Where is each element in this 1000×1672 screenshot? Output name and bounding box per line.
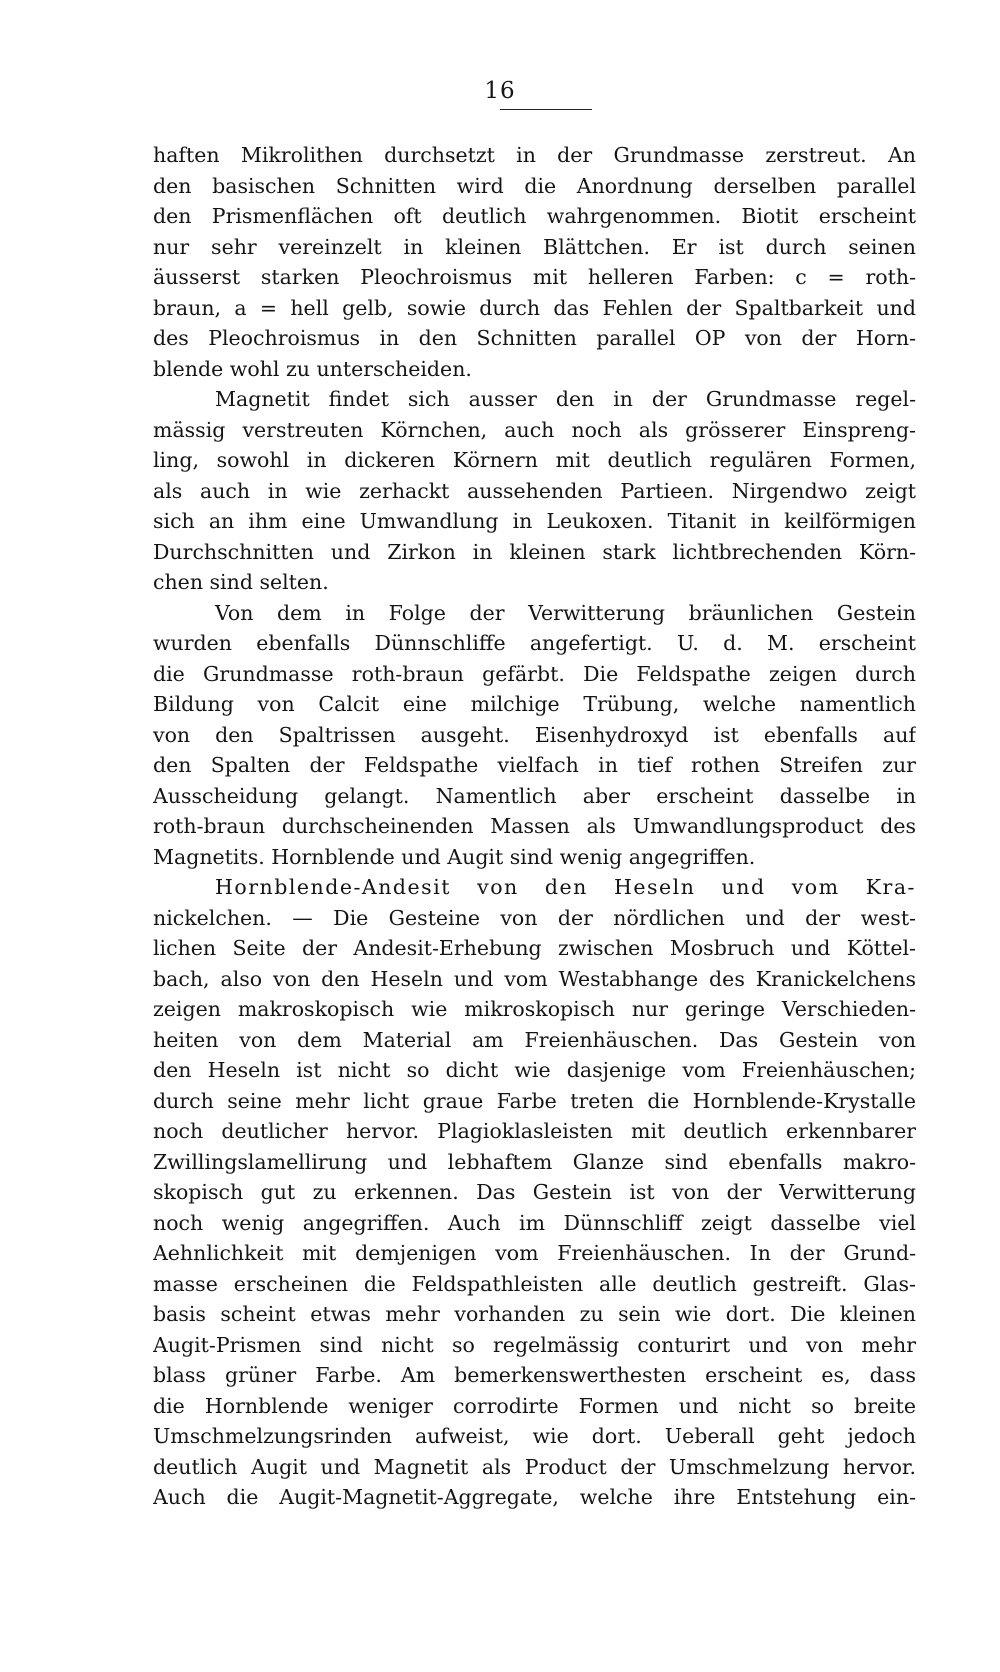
text-line: von den Spaltrissen ausgeht. Eisenhydroxyd ist ebenfalls auf (153, 722, 916, 747)
text-line: Auch die Augit-Magnetit-Aggregate, welche ihre Entstehung ein- (153, 1485, 916, 1509)
text-line: den Prismenflächen oft deutlich wahrgenommen. Biotit erscheint (153, 204, 916, 228)
text-line: Aehnlichkeit mit demjenigen vom Freienhäuschen. In der Grund- (153, 1241, 916, 1265)
text-line: blende wohl zu unterscheiden. (153, 356, 472, 381)
text-line: Augit-Prismen sind nicht so regelmässig conturirt und von mehr (153, 1332, 916, 1357)
text-line: die Grundmasse roth-braun gefärbt. Die Feldspathe zeigen durch (153, 661, 916, 686)
text-line: nur sehr vereinzelt in kleinen Blättchen. Er ist durch seinen (153, 234, 916, 259)
text-line: skopisch gut zu erkennen. Das Gestein ist von der Verwitterung (153, 1180, 916, 1204)
text-line: Ausscheidung gelangt. Namentlich aber erscheint dasselbe in (153, 783, 916, 808)
text-line: wurden ebenfalls Dünnschliffe angefertigt. U. d. M. erscheint (153, 631, 916, 655)
text-line: des Pleochroismus in den Schnitten parallel OP von der Horn- (153, 326, 916, 350)
text-line: haften Mikrolithen durchsetzt in der Grundmasse zerstreut. An (153, 143, 916, 167)
text-line: Durchschnitten und Zirkon in kleinen stark lichtbrechenden Körn- (153, 539, 916, 564)
text-line: noch deutlicher hervor. Plagioklasleisten mit deutlich erkennbarer (153, 1119, 916, 1143)
text-line: chen sind selten. (153, 570, 329, 594)
text-line: roth-braun durchscheinenden Massen als Umwandlungsproduct des (153, 814, 916, 838)
text-line: bach, also von den Heseln und vom Westabhange des Kranickelchens (153, 966, 916, 991)
text-line: lichen Seite der Andesit-Erhebung zwischen Mosbruch und Köttel- (153, 936, 916, 960)
text-line: nickelchen. — Die Gesteine von der nördlichen und der west- (153, 905, 916, 930)
text-line: deutlich Augit und Magnetit als Product der Umschmelzung hervor. (153, 1454, 916, 1479)
text-line: den basischen Schnitten wird die Anordnung derselben parallel (153, 173, 916, 198)
text-line: mässig verstreuten Körnchen, auch noch als grösserer Einspreng- (153, 417, 916, 442)
text-line: zeigen makroskopisch wie mikroskopisch nur geringe Verschieden- (153, 997, 916, 1021)
text-line: Magnetit findet sich ausser den in der Grundmasse regel- (215, 387, 916, 411)
text-line: blass grüner Farbe. Am bemerkenswerthesten erscheint es, dass (153, 1363, 916, 1387)
text-line: masse erscheinen die Feldspathleisten alle deutlich gestreift. Glas- (153, 1271, 916, 1296)
text-line: Von dem in Folge der Verwitterung bräunlichen Gestein (215, 600, 916, 625)
text-line: äusserst starken Pleochroismus mit helleren Farben: c = roth- (153, 265, 916, 289)
text-line: braun, a = hell gelb, sowie durch das Fehlen der Spaltbarkeit und (153, 295, 916, 320)
text-line: sich an ihm eine Umwandlung in Leukoxen. Titanit in keilförmigen (153, 509, 916, 533)
text-line: Umschmelzungsrinden aufweist, wie dort. Ueberall geht jedoch (153, 1424, 916, 1448)
text-line: den Heseln ist nicht so dicht wie dasjenige vom Freienhäuschen; (153, 1058, 916, 1082)
text-line: Magnetits. Hornblende und Augit sind wenig angegriffen. (153, 844, 756, 869)
body-text (153, 140, 916, 1513)
text-line: die Hornblende weniger corrodirte Formen und nicht so breite (153, 1393, 916, 1418)
text-line: basis scheint etwas mehr vorhanden zu sein wie dort. Die kleinen (153, 1302, 916, 1326)
text-line: ling, sowohl in dickeren Körnern mit deutlich regulären Formen, (153, 448, 916, 472)
text-line: Hornblende-Andesit von den Heseln und vom Kra- (215, 875, 916, 899)
text-line: Zwillingslamellirung und lebhaftem Glanze sind ebenfalls makro- (153, 1149, 916, 1174)
page-number: 16 (484, 78, 516, 104)
text-line: noch wenig angegriffen. Auch im Dünnschliff zeigt dasselbe viel (153, 1210, 916, 1235)
text-line: als auch in wie zerhackt aussehenden Partieen. Nirgendwo zeigt (153, 478, 916, 503)
text-line: Bildung von Calcit eine milchige Trübung, welche namentlich (153, 692, 916, 716)
text-line: den Spalten der Feldspathe vielfach in tief rothen Streifen zur (153, 753, 916, 777)
page-number-rule (500, 109, 592, 110)
text-line: heiten von dem Material am Freienhäuschen. Das Gestein von (153, 1027, 916, 1052)
text-line: durch seine mehr licht graue Farbe treten die Hornblende-Krystalle (153, 1088, 916, 1113)
